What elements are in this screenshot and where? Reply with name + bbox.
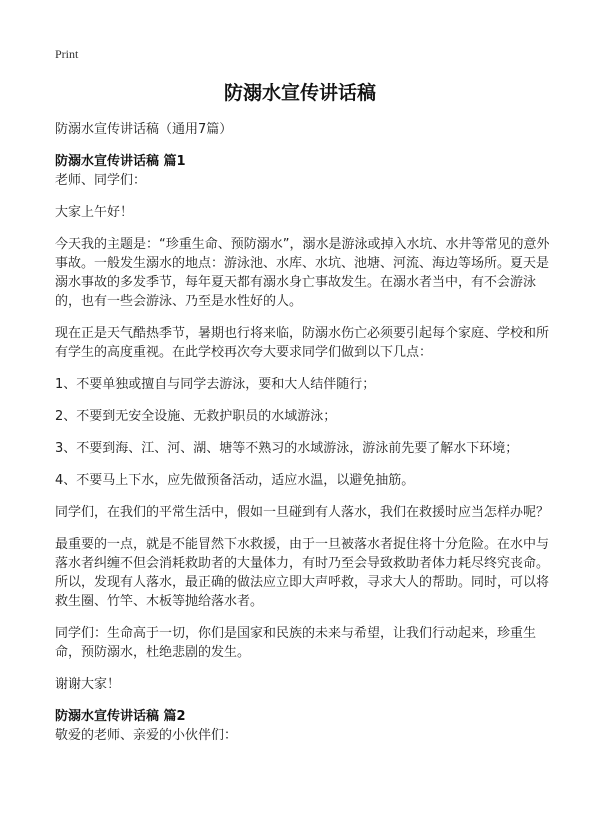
section-heading: 防溺水宣传讲话稿 篇1 <box>55 154 186 169</box>
paragraph: 现在正是天气酷热季节，暑期也行将来临，防溺水伤亡必须要引起每个家庭、学校和所有学生的高度重视。在此学校再次夸大要求同学们做到以下几点： <box>55 326 550 360</box>
paragraph: 今天我的主题是：“珍重生命、预防溺水”，溺水是游泳或掉入水坑、水井等常见的意外事故。一般发生溺水的地点：游泳池、水库、水坑、池塘、河流、海边等场所。夏天是溺水事故的多发季节，每年夏天都有溺水身亡事故发生。在溺水者当中，有不会游泳的，也有一些会游泳、乃至是水性好的人。 <box>55 237 550 309</box>
paragraph: 同学们：生命高于一切，你们是国家和民族的未来与希望，让我们行动起来，珍重生命，预防溺水，杜绝悲剧的发生。 <box>55 626 537 660</box>
section-heading: 防溺水宣传讲话稿 篇2 <box>55 709 186 724</box>
paragraph: 谢谢大家！ <box>55 677 121 692</box>
list-item: 4、不要马上下水，应先做预备活动，适应水温，以避免抽筋。 <box>55 473 415 488</box>
print-link[interactable]: Print <box>55 47 79 61</box>
list-item: 1、不要单独或擅自与同学去游泳，要和大人结伴随行； <box>55 377 376 392</box>
paragraph: 老师、同学们： <box>55 173 147 188</box>
document-body <box>55 120 553 758</box>
paragraph: 最重要的一点，就是不能冒然下水救援，由于一旦被落水者捉住将十分危险。在水中与落水者纠缠不但会消耗救助者的大量体力，有时乃至会导致救助者体力耗尽终究丧命。所以，发现有人落水，最正确的做法应立即大声呼救，寻求大人的帮助。同时，可以将救生圈、竹竿、木板等抛给落水者。 <box>55 537 550 609</box>
paragraph: 大家上午好！ <box>55 205 134 220</box>
page-title: 防溺水宣传讲话稿 <box>223 82 376 104</box>
paragraph: 敬爱的老师、亲爱的小伙伴们： <box>55 728 238 743</box>
list-item: 2、不要到无安全设施、无救护职员的水域游泳； <box>55 409 337 424</box>
paragraph: 同学们，在我们的平常生活中，假如一旦碰到有人落水，我们在救援时应当怎样办呢？ <box>55 505 550 520</box>
document-subtitle: 防溺水宣传讲话稿（通用7篇） <box>55 122 233 137</box>
list-item: 3、不要到海、江、河、湖、塘等不熟习的水域游泳，游泳前先要了解水下环境； <box>55 441 519 456</box>
